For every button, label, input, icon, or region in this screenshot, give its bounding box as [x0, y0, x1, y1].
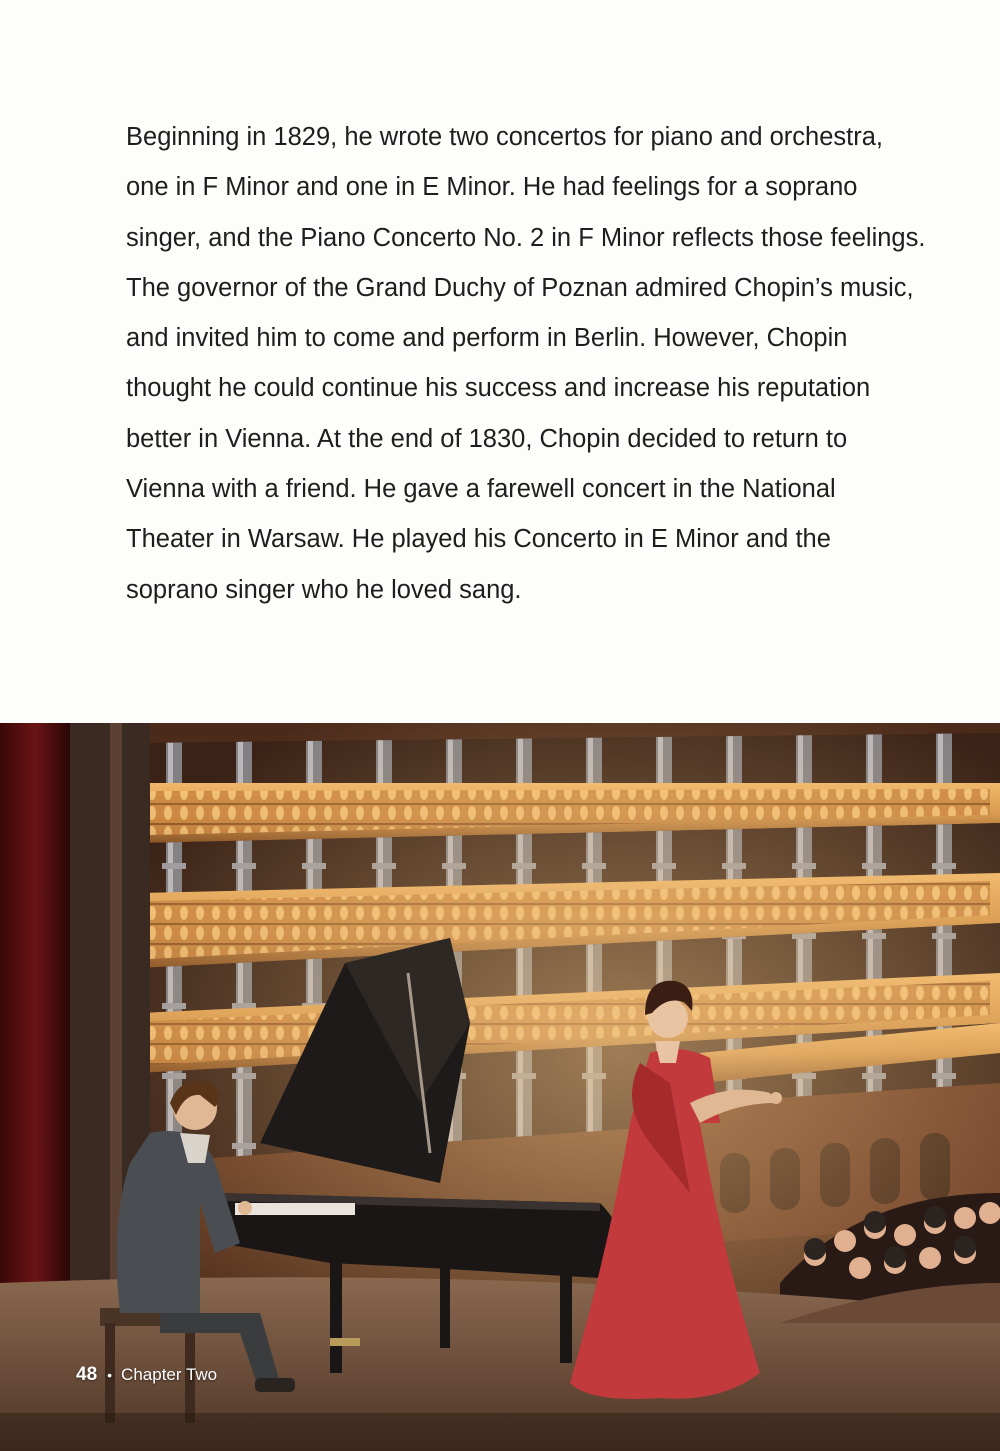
chapter-label: Chapter Two: [121, 1365, 218, 1384]
bullet-separator: •: [107, 1367, 113, 1383]
concert-illustration: [0, 723, 1000, 1451]
paragraph-2: The governor of the Grand Duchy of Poznan admired Chopin’s music, and invited him to come and perform in Berlin. However, Chopin thought he could continue his success and increase his reputation better in Vienna. At the end of 1830, Chopin decided to return to Vienna with a friend. He gave a farewell concert in the National Theater in Warsaw. He played his Concerto in E Minor and the soprano singer who he loved sang.: [126, 273, 914, 604]
paragraph-1: Beginning in 1829, he wrote two concertos for piano and orchestra, one in F Minor and one in E Minor. He had feelings for a soprano singer, and the Piano Concerto No. 2 in F Minor reflects those feelings.: [126, 123, 926, 252]
body-text: [126, 112, 926, 615]
page-footer: [76, 1361, 217, 1389]
page-number: 48: [76, 1364, 98, 1385]
